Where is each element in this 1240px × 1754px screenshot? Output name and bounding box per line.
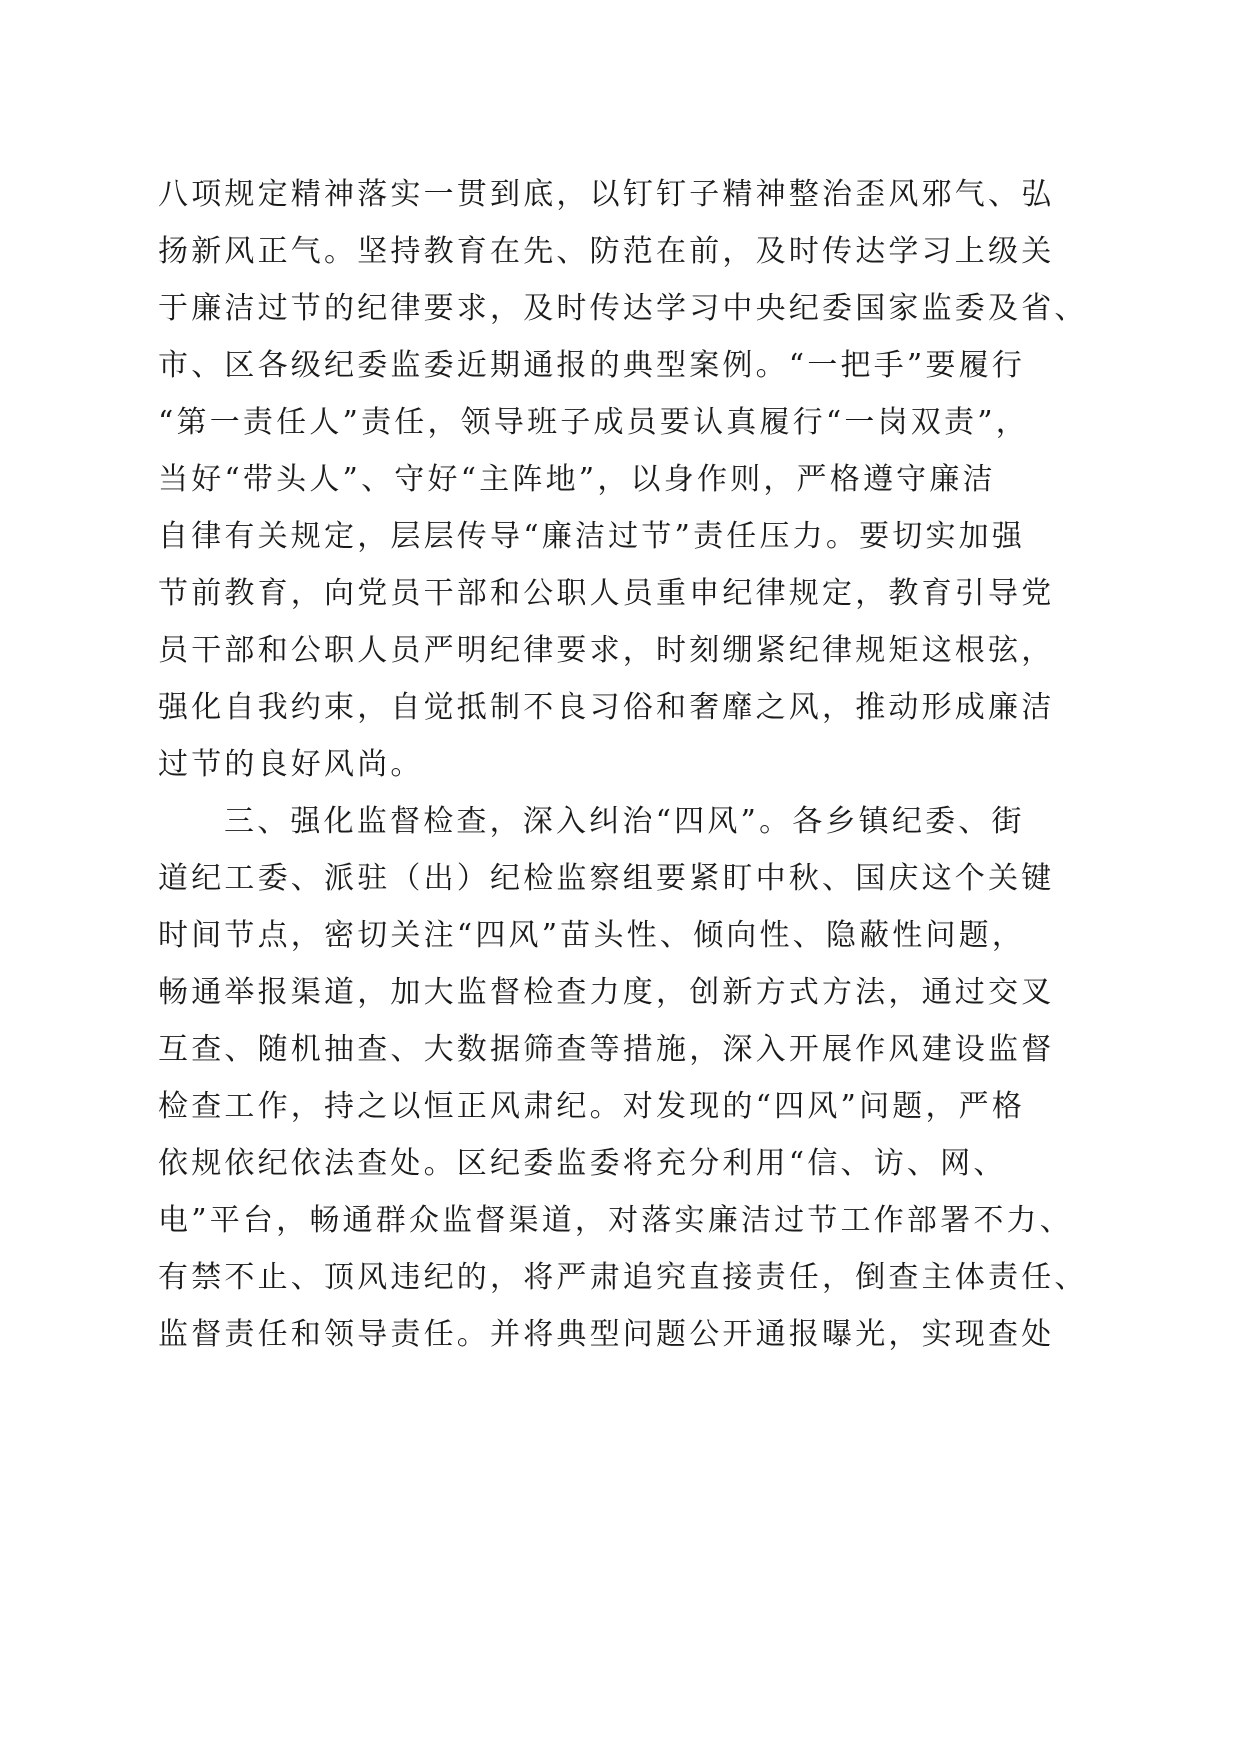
text-line: 当好“带头人”、守好“主阵地”，以身作则，严格遵守廉洁 bbox=[158, 462, 996, 497]
text-line: 八项规定精神落实一贯到底，以钉钉子精神整治歪风邪气、弘 bbox=[158, 177, 1055, 212]
text-line: 道纪工委、派驻（出）纪检监察组要紧盯中秋、国庆这个关键 bbox=[158, 861, 1055, 896]
section-heading-line: 三、强化监督检查，深入纠治“四风”。各乡镇纪委、街 bbox=[224, 804, 1025, 839]
text-line: 强化自我约束，自觉抵制不良习俗和奢靡之风，推动形成廉洁 bbox=[158, 690, 1055, 725]
text-line: 电”平台，畅通群众监督渠道，对落实廉洁过节工作部署不力、 bbox=[158, 1203, 1073, 1238]
text-line: 有禁不止、顶风违纪的，将严肃追究直接责任，倒查主体责任、 bbox=[158, 1260, 1088, 1295]
text-line: 自律有关规定，层层传导“廉洁过节”责任压力。要切实加强 bbox=[158, 519, 1026, 554]
text-line: 扬新风正气。坚持教育在先、防范在前，及时传达学习上级关 bbox=[158, 234, 1055, 269]
text-line: 时间节点，密切关注“四风”苗头性、倾向性、隐蔽性问题， bbox=[158, 918, 1026, 953]
text-line: 互查、随机抽查、大数据筛查等措施，深入开展作风建设监督 bbox=[158, 1032, 1055, 1067]
text-line: 员干部和公职人员严明纪律要求，时刻绷紧纪律规矩这根弦， bbox=[158, 633, 1055, 668]
text-line: 检查工作，持之以恒正风肃纪。对发现的“四风”问题，严格 bbox=[158, 1089, 1026, 1124]
text-line: 过节的良好风尚。 bbox=[158, 747, 424, 782]
text-line: 于廉洁过节的纪律要求，及时传达学习中央纪委国家监委及省、 bbox=[158, 291, 1088, 326]
text-line: “第一责任人”责任，领导班子成员要认真履行“一岗双责”， bbox=[158, 405, 1029, 440]
text-line: 依规依纪依法查处。区纪委监委将充分利用“信、访、网、 bbox=[158, 1146, 1007, 1181]
text-line: 畅通举报渠道，加大监督检查力度，创新方式方法，通过交叉 bbox=[158, 975, 1055, 1010]
text-line: 市、区各级纪委监委近期通报的典型案例。“一把手”要履行 bbox=[158, 348, 1026, 383]
text-line: 监督责任和领导责任。并将典型问题公开通报曝光，实现查处 bbox=[158, 1317, 1055, 1352]
text-line: 节前教育，向党员干部和公职人员重申纪律规定，教育引导党 bbox=[158, 576, 1055, 611]
